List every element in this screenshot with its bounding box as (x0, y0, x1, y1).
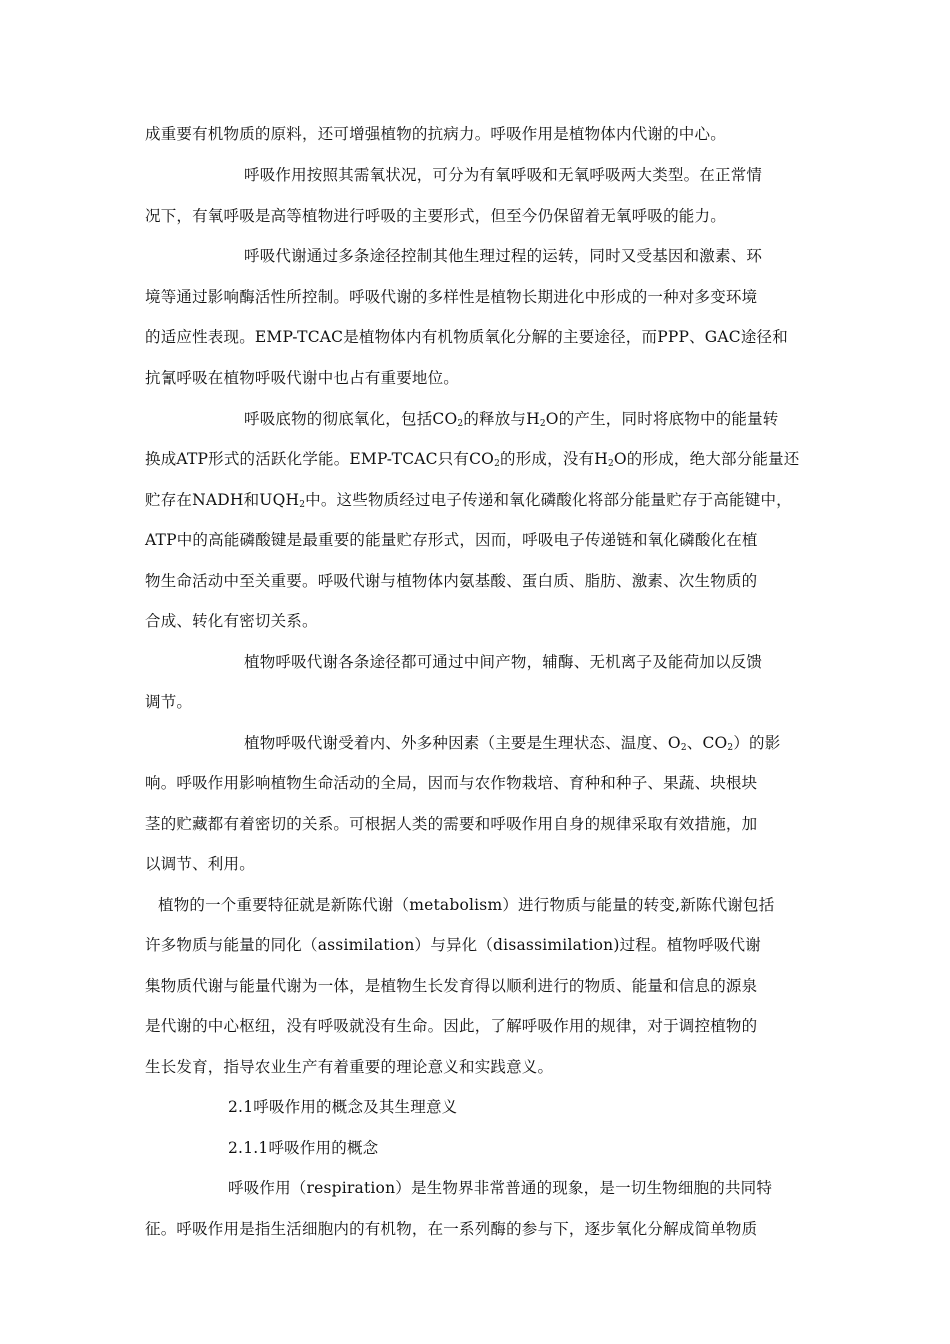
paragraph-5-line-1 (244, 733, 780, 753)
text-segment: 植物呼吸代谢受着内、外多种因素（主要是生理状态、温度、O (244, 734, 681, 752)
paragraph-7-line-1: 呼吸作用（respiration）是生物界非常普通的现象，是一切生物细胞的共同特 (228, 1179, 773, 1197)
text-segment: 贮存在NADH和UQH (145, 491, 300, 509)
paragraph-1-line-1: 呼吸作用按照其需氧状况，可分为有氧呼吸和无氧呼吸两大类型。在正常情 (244, 166, 763, 184)
text-segment: 、CO (686, 734, 728, 752)
text-segment: O的形成，绝大部分能量还 (613, 450, 800, 468)
paragraph-7-line-2: 征。呼吸作用是指生活细胞内的有机物，在一系列酶的参与下，逐步氧化分解成简单物质 (145, 1220, 758, 1238)
paragraph-2-line-3: 的适应性表现。EMP-TCAC是植物体内有机物质氧化分解的主要途径，而PPP、GAC途径和 (145, 328, 788, 346)
paragraph-1-line-2: 况下，有氧呼吸是高等植物进行呼吸的主要形式，但至今仍保留着无氧呼吸的能力。 (145, 207, 726, 225)
subscript: 2 (299, 500, 306, 510)
text-segment: 呼吸底物的彻底氧化，包括CO (244, 410, 458, 428)
paragraph-2-line-1: 呼吸代谢通过多条途径控制其他生理过程的运转，同时又受基因和激素、环 (244, 247, 763, 265)
paragraph-0-line-1: 成重要有机物质的原料，还可增强植物的抗病力。呼吸作用是植物体内代谢的中心。 (145, 125, 726, 143)
text-segment: 中。这些物质经过电子传递和氧化磷酸化将部分能量贮存于高能键中， (305, 491, 792, 509)
text-segment: 换成ATP形式的活跃化学能。EMP-TCAC只有CO (145, 450, 495, 468)
subscript: 2 (457, 419, 464, 429)
text-segment: ）的影 (733, 734, 781, 752)
paragraph-3-line-4: ATP中的高能磷酸键是最重要的能量贮存形式，因而，呼吸电子传递链和氧化磷酸化在植 (145, 531, 758, 549)
subscript: 2 (494, 459, 501, 469)
subsection-heading: 2.1.1呼吸作用的概念 (228, 1139, 379, 1157)
paragraph-3-line-1 (244, 409, 779, 429)
paragraph-6-line-4: 是代谢的中心枢纽，没有呼吸就没有生命。因此，了解呼吸作用的规律，对于调控植物的 (145, 1017, 758, 1035)
paragraph-3-line-6: 合成、转化有密切关系。 (145, 612, 318, 630)
subscript: 2 (727, 743, 734, 753)
subscript: 2 (680, 743, 687, 753)
text-segment: O的产生，同时将底物中的能量转 (545, 410, 779, 428)
paragraph-5-line-4: 以调节、利用。 (145, 855, 255, 873)
paragraph-5-line-3: 茎的贮藏都有着密切的关系。可根据人类的需要和呼吸作用自身的规律采取有效措施，加 (145, 815, 758, 833)
paragraph-2-line-2: 境等通过影响酶活性所控制。呼吸代谢的多样性是植物长期进化中形成的一种对多变环境 (145, 288, 758, 306)
paragraph-5-line-2: 响。呼吸作用影响植物生命活动的全局，因而与农作物栽培、育种和种子、果蔬、块根块 (145, 774, 758, 792)
paragraph-6-line-2: 许多物质与能量的同化（assimilation）与异化（disassimilation)过程。植物呼吸代谢 (145, 936, 761, 954)
subscript: 2 (607, 459, 614, 469)
paragraph-4-line-1: 植物呼吸代谢各条途径都可通过中间产物，辅酶、无机离子及能荷加以反馈 (244, 653, 763, 671)
subscript: 2 (539, 419, 546, 429)
paragraph-2-line-4: 抗氰呼吸在植物呼吸代谢中也占有重要地位。 (145, 369, 460, 387)
paragraph-4-line-2: 调节。 (145, 693, 193, 711)
text-segment: 的释放与H (463, 410, 540, 428)
paragraph-3-line-5: 物生命活动中至关重要。呼吸代谢与植物体内氨基酸、蛋白质、脂肪、激素、次生物质的 (145, 572, 758, 590)
section-heading: 2.1呼吸作用的概念及其生理意义 (228, 1098, 458, 1116)
paragraph-3-line-3 (145, 490, 792, 510)
paragraph-3-line-2 (145, 449, 800, 469)
paragraph-6-line-1: 植物的一个重要特征就是新陈代谢（metabolism）进行物质与能量的转变,新陈代谢包括 (158, 896, 775, 914)
paragraph-6-line-5: 生长发育，指导农业生产有着重要的理论意义和实践意义。 (145, 1058, 554, 1076)
text-segment: 的形成，没有H (500, 450, 608, 468)
paragraph-6-line-3: 集物质代谢与能量代谢为一体，是植物生长发育得以顺利进行的物质、能量和信息的源泉 (145, 977, 758, 995)
